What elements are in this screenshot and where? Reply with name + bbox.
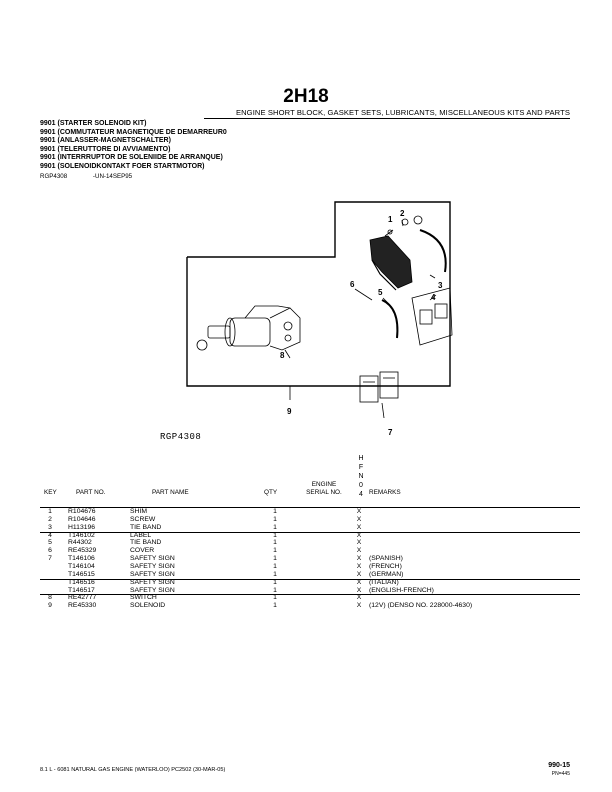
table-row: [40, 547, 580, 555]
row-key: 6: [48, 547, 52, 555]
kit-title-line: 9901 (COMMUTATEUR MAGNETIQUE DE DEMARREUR0: [40, 128, 227, 136]
row-remarks: (GERMAN): [369, 570, 404, 578]
row-model-mark: X: [356, 515, 362, 523]
row-model-mark: X: [356, 531, 362, 539]
row-part-name: SAFETY SIGN: [130, 555, 175, 563]
row-part-no: T146515: [68, 570, 95, 578]
model-column-letter: 4: [359, 491, 363, 498]
callout-7: 7: [388, 428, 393, 437]
footer-publication: 8.1 L - 6081 NATURAL GAS ENGINE (WATERLOO) PC2502 (30-MAR-05): [40, 767, 226, 773]
row-part-name: TIE BAND: [130, 539, 162, 547]
row-part-no: R104676: [68, 508, 96, 515]
row-part-name: SCREW: [130, 515, 156, 523]
row-part-no: T146102: [68, 531, 95, 539]
row-part-no: RE45329: [68, 547, 97, 555]
qty-header: QTY: [264, 489, 278, 496]
kit-title-line: 9901 (SOLENOIDKONTAKT FOER STARTMOTOR): [40, 162, 205, 170]
row-model-mark: X: [356, 523, 362, 531]
table-row: [40, 532, 580, 540]
figure-reference: [40, 173, 156, 180]
row-qty: 1: [273, 515, 277, 523]
row-remarks: (ITALIAN): [369, 578, 399, 586]
row-model-mark: X: [356, 508, 362, 515]
row-qty: 1: [273, 562, 277, 570]
table-row: [40, 508, 580, 516]
page-code: 2H18: [283, 86, 329, 107]
row-remarks: (SPANISH): [369, 555, 403, 563]
row-remarks: (12V) (DENSO NO. 228000-4630): [369, 602, 473, 610]
row-model-mark: X: [356, 578, 362, 586]
row-key: 2: [48, 515, 52, 523]
illustration-frame: [187, 202, 450, 386]
row-qty: 1: [273, 578, 277, 586]
row-remarks: (ENGLISH-FRENCH): [369, 586, 434, 594]
table-row: [40, 539, 580, 547]
table-row: [40, 524, 580, 532]
row-model-mark: X: [356, 594, 362, 602]
row-part-name: SAFETY SIGN: [130, 570, 175, 578]
row-part-name: SWITCH: [130, 594, 157, 602]
table-row: [40, 555, 580, 563]
tie-band-drawing: [420, 230, 446, 272]
row-qty: 1: [273, 539, 277, 547]
callout-4: 4: [431, 293, 436, 302]
row-part-no: RE45330: [68, 602, 97, 610]
row-model-mark: X: [356, 562, 362, 570]
table-row: [40, 579, 580, 587]
row-qty: 1: [273, 555, 277, 563]
model-column-letter: F: [358, 464, 364, 471]
row-model-mark: X: [356, 555, 362, 563]
row-part-no: RE42777: [68, 594, 97, 602]
model-column-letter: 0: [359, 482, 363, 489]
row-qty: 1: [273, 523, 277, 531]
callout-5: 5: [378, 288, 383, 297]
row-qty: 1: [273, 547, 277, 555]
callout-2: 2: [400, 209, 405, 218]
table-row: [40, 563, 580, 571]
serial-header-line: SERIAL NO.: [306, 489, 342, 496]
row-part-name: LABEL: [130, 531, 152, 539]
callout-6: 6: [350, 280, 355, 289]
solenoid-drawing: [197, 306, 300, 350]
row-part-no: T146517: [68, 586, 95, 594]
row-part-no: R44302: [68, 539, 92, 547]
row-model-mark: X: [356, 570, 362, 578]
row-model-mark: X: [356, 539, 362, 547]
row-model-mark: X: [356, 602, 362, 610]
figure-ref-code: -UN-14SEP95: [92, 173, 133, 180]
row-remarks: (FRENCH): [369, 562, 402, 570]
part-no-header: PART NO.: [76, 489, 106, 496]
engine-header-line: ENGINE: [311, 481, 337, 488]
table-row: [40, 587, 580, 595]
kit-title-line: 9901 (INTERRRUPTOR DE SOLENIIDE DE ARRANQUE): [40, 154, 223, 162]
callout-9: 9: [287, 407, 292, 416]
callout-3: 3: [438, 281, 443, 290]
row-qty: 1: [273, 594, 277, 602]
row-qty: 1: [273, 586, 277, 594]
tie-band-drawing-2: [382, 300, 397, 338]
table-row: [40, 602, 580, 610]
model-column-letter: N: [358, 473, 364, 480]
row-qty: 1: [273, 531, 277, 539]
pn-number: PN=445: [551, 771, 570, 777]
row-part-no: T146104: [68, 562, 95, 570]
row-key: 3: [48, 523, 52, 531]
header-rule: [204, 118, 570, 119]
row-part-no: T146106: [68, 555, 95, 563]
row-part-name: COVER: [130, 547, 155, 555]
callout-8: 8: [280, 351, 285, 360]
table-row: [40, 516, 580, 524]
row-part-name: SAFETY SIGN: [130, 562, 175, 570]
kit-title-line: 9901 (TELERUTTORE DI AVVIAMENTO): [40, 145, 171, 153]
row-qty: 1: [273, 508, 277, 515]
row-key: 8: [48, 594, 52, 602]
table-row: [40, 571, 580, 579]
row-part-name: SOLENOID: [130, 602, 166, 610]
remarks-header: REMARKS: [369, 489, 401, 496]
kit-title-line: 9901 (STARTER SOLENOID KIT): [40, 120, 147, 127]
row-qty: 1: [273, 602, 277, 610]
engine-serial-header: [300, 481, 348, 497]
cover-drawing: [370, 236, 412, 290]
row-qty: 1: [273, 570, 277, 578]
page-number: 990-15: [548, 762, 570, 769]
row-part-no: R104646: [68, 515, 96, 523]
row-part-name: SAFETY SIGN: [130, 578, 175, 586]
figure-ref-id: RGP4308: [40, 173, 68, 180]
model-column-header: [355, 454, 367, 499]
model-column-letter: H: [358, 455, 364, 462]
key-header: KEY: [44, 489, 57, 496]
row-part-no: T146516: [68, 578, 95, 586]
row-part-name: SHIM: [130, 508, 147, 515]
row-part-no: H113196: [68, 523, 96, 531]
row-key: 9: [48, 602, 52, 610]
row-part-name: TIE BAND: [130, 523, 162, 531]
exploded-parts-illustration: [150, 200, 470, 450]
callout-1: 1: [388, 215, 393, 224]
kit-titles: [40, 120, 227, 172]
row-key: 7: [48, 555, 52, 563]
figure-label: RGP4308: [160, 432, 202, 442]
kit-title-line: 9901 (ANLASSER-MAGNETSCHALTER): [40, 137, 171, 145]
section-title: ENGINE SHORT BLOCK, GASKET SETS, LUBRICANTS, MISCELLANEOUS KITS AND PARTS: [235, 108, 570, 117]
table-row: [40, 594, 580, 602]
safety-sign-drawing: [360, 372, 398, 402]
row-part-name: SAFETY SIGN: [130, 586, 175, 594]
row-key: 1: [48, 508, 52, 515]
row-model-mark: X: [356, 547, 362, 555]
row-model-mark: X: [356, 586, 362, 594]
part-name-header: PART NAME: [152, 489, 189, 496]
row-key: 5: [48, 539, 52, 547]
row-key: 4: [48, 531, 52, 539]
